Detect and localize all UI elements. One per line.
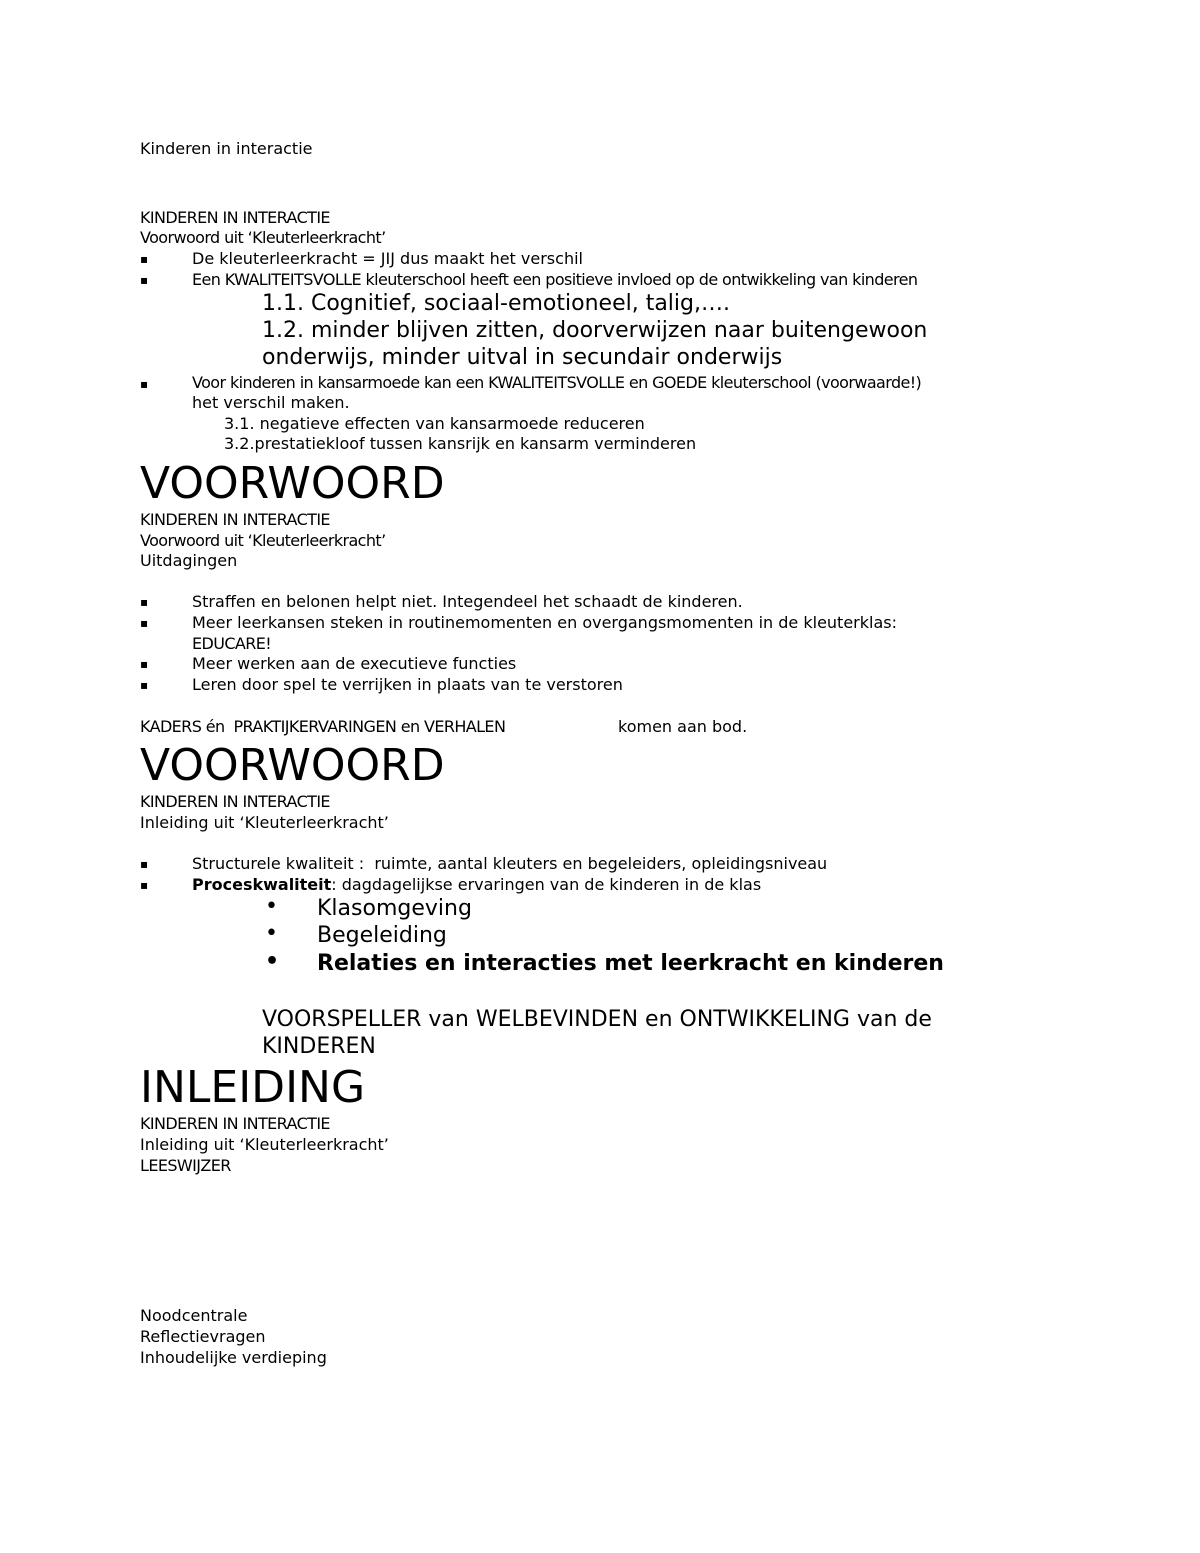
- statement-line: VOORSPELLER van WELBEVINDEN en ONTWIKKELING van de: [262, 1007, 932, 1032]
- bullet-text: Een KWALITEITSVOLLE kleuterschool heeft een positieve invloed op de ontwikkeling van kinderen: [192, 270, 918, 289]
- section-subheading: Inleiding uit ‘Kleuterleerkracht’: [140, 1135, 389, 1154]
- section-heading: KINDEREN IN INTERACTIE: [140, 208, 330, 227]
- slide-title: INLEIDING: [140, 1062, 366, 1113]
- statement-line: KINDEREN: [262, 1034, 376, 1059]
- bullet-marker: ▪: [140, 595, 149, 609]
- bullet-text-rest: : dagdagelijkse ervaringen van de kinderen in de klas: [331, 875, 762, 894]
- section-heading: KINDEREN IN INTERACTIE: [140, 1114, 330, 1133]
- bullet-marker: ▪: [140, 273, 149, 287]
- numbered-subitem: 1.2. minder blijven zitten, doorverwijzen naar buitengewoon: [262, 318, 928, 343]
- section-subheading: Voorwoord uit ‘Kleuterleerkracht’: [140, 531, 386, 550]
- bullet-text: [192, 876, 761, 894]
- section-subheading: Inleiding uit ‘Kleuterleerkracht’: [140, 813, 389, 832]
- numbered-subitem-continuation: onderwijs, minder uitval in secundair onderwijs: [262, 345, 783, 370]
- bullet-text-bold: Proceskwaliteit: [192, 875, 332, 894]
- bullet-text: Straffen en belonen helpt niet. Integendeel het schaadt de kinderen.: [192, 592, 743, 611]
- bullet-marker: ▪: [140, 878, 149, 892]
- bullet-text: Leren door spel te verrijken in plaats van te verstoren: [192, 675, 623, 694]
- bullet-marker: ▪: [140, 616, 149, 630]
- bullet-marker: ▪: [140, 857, 149, 871]
- bullet-text-continuation: het verschil maken.: [192, 393, 350, 412]
- slide-title: VOORWOORD: [140, 458, 445, 509]
- bullet-marker: ▪: [140, 678, 149, 692]
- list-line: Inhoudelijke verdieping: [140, 1348, 327, 1367]
- bullet-marker: ▪: [140, 377, 149, 391]
- dot-marker: •: [265, 921, 278, 946]
- numbered-subitem: 1.1. Cognitief, sociaal-emotioneel, talig,….: [262, 291, 730, 316]
- section-heading: KINDEREN IN INTERACTIE: [140, 510, 330, 529]
- kaders-text-end: komen aan bod.: [618, 717, 748, 736]
- bullet-marker: ▪: [140, 657, 149, 671]
- bullet-text: Meer leerkansen steken in routinemomenten en overgangsmomenten in de kleuterklas:: [192, 613, 897, 632]
- list-line: Reflectievragen: [140, 1327, 266, 1346]
- list-line: Noodcentrale: [140, 1306, 248, 1325]
- section-heading: KINDEREN IN INTERACTIE: [140, 792, 330, 811]
- section-label: LEESWIJZER: [140, 1156, 231, 1175]
- list-item: Begeleiding: [317, 923, 447, 948]
- bullet-text: Structurele kwaliteit : ruimte, aantal kleuters en begeleiders, opleidingsniveau: [192, 854, 828, 873]
- section-subheading: Voorwoord uit ‘Kleuterleerkracht’: [140, 228, 386, 247]
- bullet-text: Voor kinderen in kansarmoede kan een KWALITEITSVOLLE en GOEDE kleuterschool (voorwaarde!): [192, 373, 922, 392]
- section-label: Uitdagingen: [140, 551, 238, 570]
- bullet-text: Meer werken aan de executieve functies: [192, 654, 517, 673]
- dot-marker: •: [265, 894, 278, 919]
- kaders-text: KADERS én PRAKTIJKERVARINGEN en VERHALEN: [140, 717, 506, 736]
- bullet-marker: ▪: [140, 252, 149, 266]
- numbered-subitem: 3.2.prestatiekloof tussen kansrijk en kansarm verminderen: [224, 434, 697, 453]
- list-item: Relaties en interacties met leerkracht en kinderen: [317, 951, 944, 976]
- slide-title: VOORWOORD: [140, 740, 445, 791]
- document-title: Kinderen in interactie: [140, 139, 313, 158]
- numbered-subitem: 3.1. negatieve effecten van kansarmoede reduceren: [224, 414, 645, 433]
- bullet-text-continuation: EDUCARE!: [192, 634, 272, 653]
- dot-marker: •: [265, 949, 280, 974]
- list-item: Klasomgeving: [317, 896, 472, 921]
- bullet-text: De kleuterleerkracht = JIJ dus maakt het verschil: [192, 249, 583, 268]
